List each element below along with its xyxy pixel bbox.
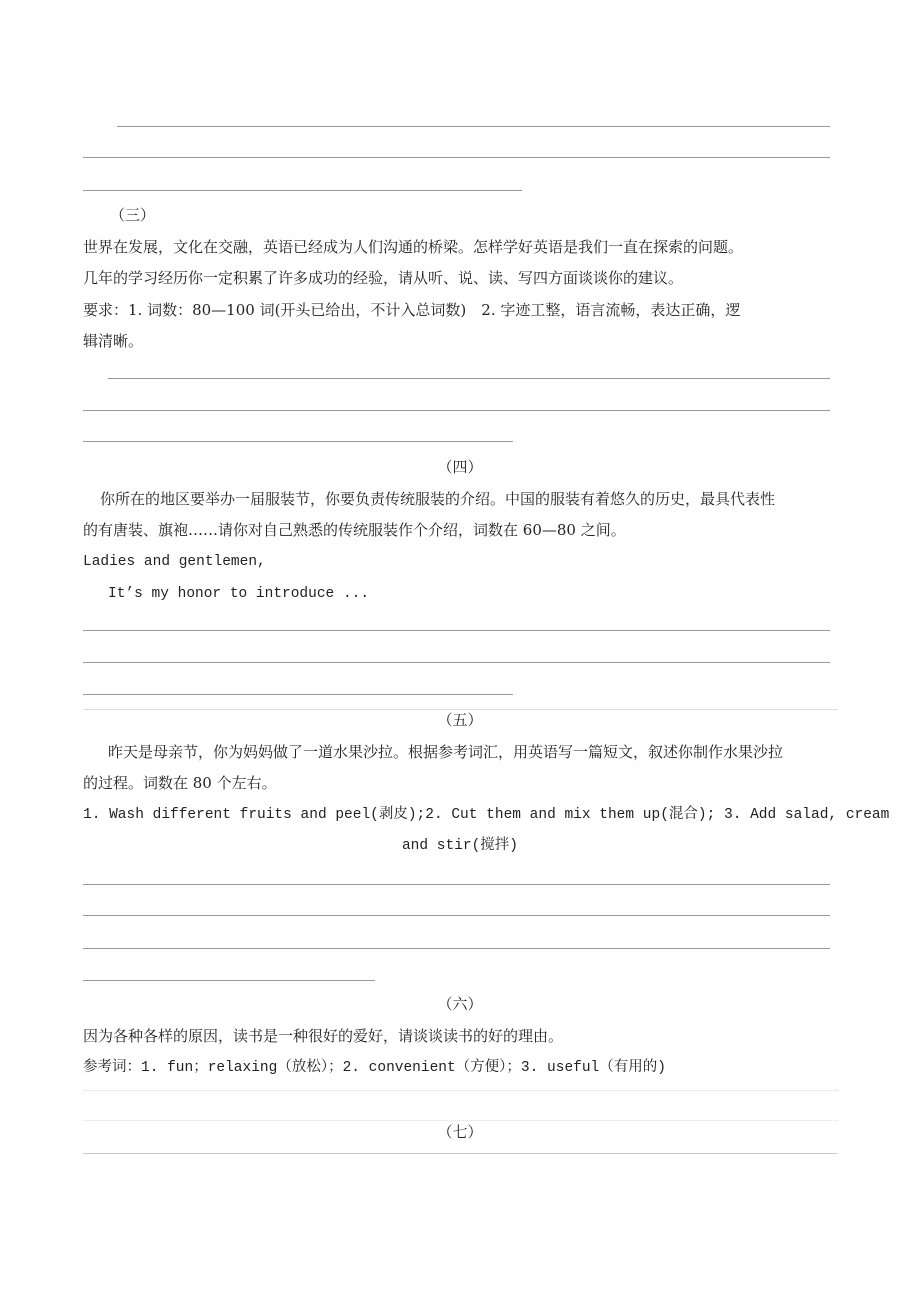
section-6-hints: 参考词：1. fun；relaxing（放松）；2. convenient（方便）；3. useful（有用的) (83, 1060, 666, 1076)
answer-line (83, 884, 830, 885)
section-5-hints: and stir(搅拌) (401, 838, 518, 854)
answer-line (83, 410, 830, 411)
answer-line (83, 694, 513, 695)
section-5-prompt: 昨天是母亲节，你为妈妈做了一道水果沙拉。根据参考词汇，用英语写一篇短文，叙述你制作水果沙拉 (108, 743, 784, 761)
section-3-prompt: 世界在发展，文化在交融，英语已经成为人们沟通的桥梁。怎样学好英语是我们一直在探索的问题。 (83, 238, 744, 256)
section-3-title: （三） (110, 206, 156, 224)
section-3-requirements: 辑清晰。 (83, 332, 144, 350)
section-6-title: （六） (437, 995, 483, 1013)
answer-line (117, 126, 830, 127)
section-4-prompt: 的有唐装、旗袍……请你对自己熟悉的传统服装作个介绍，词数在 60—80 之间。 (83, 521, 626, 539)
section-5-title: （五） (437, 711, 483, 729)
answer-line (83, 157, 830, 158)
answer-line (83, 948, 830, 949)
section-4-opening: Ladies and gentlemen, (83, 554, 266, 570)
divider (83, 1120, 838, 1121)
divider (83, 1090, 838, 1091)
answer-line (83, 441, 513, 442)
answer-line (83, 630, 830, 631)
section-5-prompt: 的过程。词数在 80 个左右。 (83, 774, 277, 792)
section-7-title: （七） (437, 1123, 483, 1141)
section-3-prompt: 几年的学习经历你一定积累了许多成功的经验，请从听、说、读、写四方面谈谈你的建议。 (83, 269, 684, 287)
answer-line (83, 980, 375, 981)
answer-line (83, 662, 830, 663)
section-6-prompt: 因为各种各样的原因，读书是一种很好的爱好，请谈谈读书的好的理由。 (83, 1027, 564, 1045)
answer-line (83, 190, 522, 191)
answer-line (108, 378, 830, 379)
section-3-requirements: 要求：1. 词数：80—100 词(开头已给出，不计入总词数) 2. 字迹工整，语言流畅，表达正确，逻 (83, 301, 741, 319)
section-4-prompt: 你所在的地区要举办一届服装节，你要负责传统服装的介绍。中国的服装有着悠久的历史，最具代表性 (100, 490, 776, 508)
section-4-opening: It’s my honor to introduce ... (108, 586, 370, 602)
section-4-title: （四） (437, 458, 483, 476)
section-5-hints: 1. Wash different fruits and peel(剥皮);2. Cut them and mix them up(混合); 3. Add salad, cream (83, 807, 890, 823)
answer-line (83, 915, 830, 916)
divider (83, 1153, 838, 1154)
